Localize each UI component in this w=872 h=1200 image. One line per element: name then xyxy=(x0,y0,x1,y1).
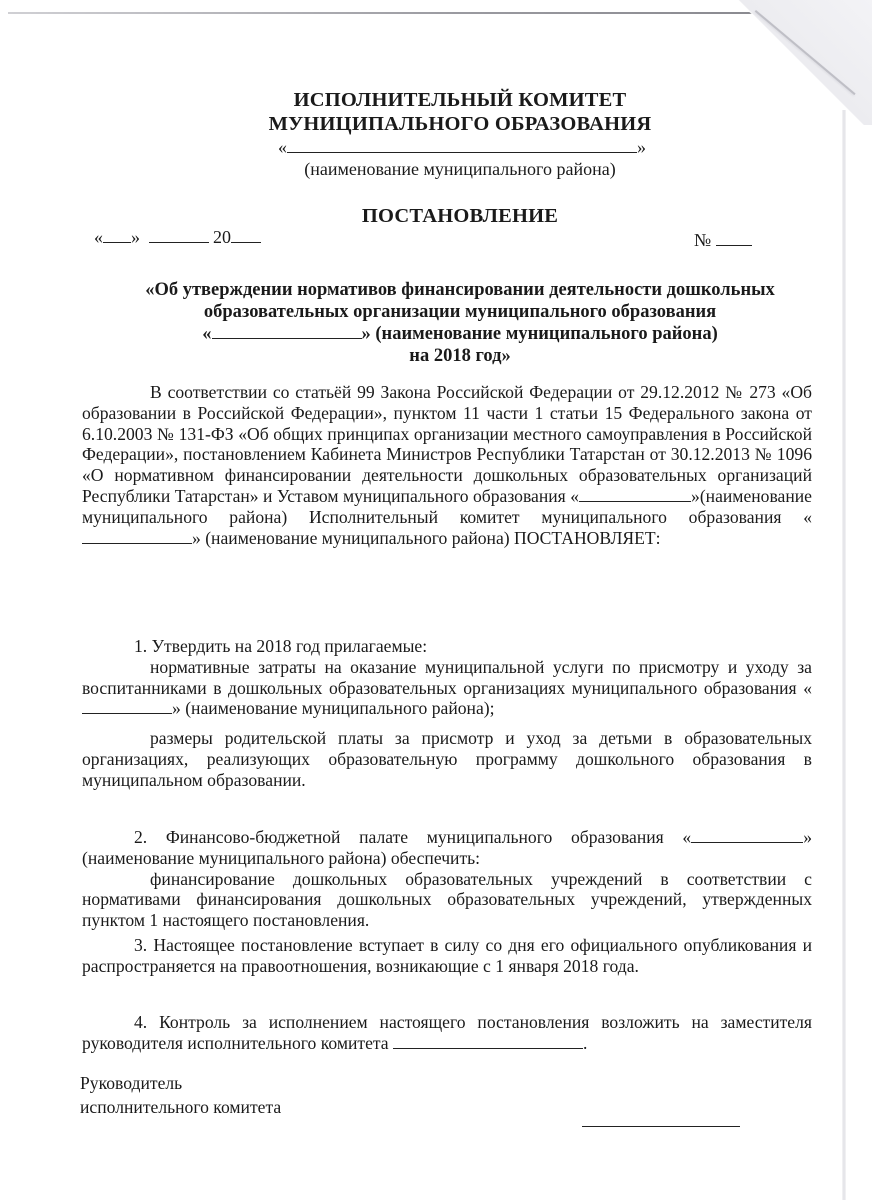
signature-title-line-2: исполнительного комитета xyxy=(80,1097,282,1117)
item-2-text-end: » (наименование муниципального района) обеспечить: xyxy=(82,827,812,868)
item-2-heading xyxy=(82,827,812,869)
title-line-3-text: » (наименование муниципального района) xyxy=(361,324,718,344)
item-1-sub-1 xyxy=(82,657,812,719)
doc-type-title: ПОСТАНОВЛЕНИЕ xyxy=(361,205,559,227)
preamble-text-3: » (наименование муниципального района) ПОСТАНОВЛЯЕТ: xyxy=(192,527,661,548)
quote-open: « xyxy=(278,137,287,157)
item-4-text-body: 4. Контроль за исполнением настоящего постановления возложить на заместителя руководителя исполнительного комитета xyxy=(82,1012,812,1053)
deputy-name-blank xyxy=(393,1034,583,1049)
item-1-sub-1-text-end: » (наименование муниципального района); xyxy=(172,698,495,719)
item-1-blank xyxy=(82,699,172,714)
quote-open: « xyxy=(94,227,103,247)
preamble-blank-2 xyxy=(82,529,192,544)
item-2-text: 2. Финансово-бюджетной палате муниципального образования « xyxy=(134,827,692,847)
signature-blank xyxy=(582,1126,740,1127)
item-1-heading: 1. Утвердить на 2018 год прилагаемые: xyxy=(134,636,428,656)
item-2-sub-1: финансирование дошкольных образовательных учреждений в соответствии с нормативами финансирования дошкольных образовательных учреждений, утвержденных пунктом 1 настоящего постановления. xyxy=(82,868,812,931)
preamble-paragraph xyxy=(82,382,812,548)
item-4-text xyxy=(82,1012,812,1054)
month-blank xyxy=(149,228,209,243)
scan-edge-right xyxy=(842,110,846,1200)
preamble-text-1: В соответствии со статьёй 99 Закона Российской Федерации от 29.12.2012 № 273 «Об образовании в Российской Федерации», пунктом 11 части 1 статьи 15 Федерального закона от 6.10.2003 № 131-ФЗ «Об общих принципах организации местного самоуправления в Российской Федерации», постановлением Кабинета Министров Республики Татарстан от 30.12.2013 № 1096 «О нормативном финансировании деятельности дошкольных образовательных организаций Республики Татарстан» и Уставом муниципального образования « xyxy=(82,382,812,506)
header-caption: (наименование муниципального района) xyxy=(304,159,616,179)
title-line-2: образовательных организации муниципального образования xyxy=(203,302,717,322)
item-1 xyxy=(82,636,812,791)
quote-close: » xyxy=(131,227,140,247)
scan-edge-top xyxy=(8,12,758,14)
item-1-sub-2: размеры родительской платы за присмотр и уход за детьми в образовательных организациях, реализующих образовательную программу дошкольного образования в муниципальном образовании. xyxy=(82,728,812,790)
quote-close: » xyxy=(637,137,646,157)
item-2-blank xyxy=(691,828,803,843)
item-1-sub-1-text: нормативные затраты на оказание муниципальной услуги по присмотру и уходу за воспитанниками в дошкольных образовательных организациях муниципального образования « xyxy=(82,656,812,698)
item-3 xyxy=(82,935,812,977)
quote-open: « xyxy=(202,324,212,344)
day-blank xyxy=(103,228,131,243)
item-3-text: 3. Настоящее постановление вступает в силу со дня его официального опубликования и распространяется на правоотношения, возникающие с 1 января 2018 года. xyxy=(82,935,812,976)
number-label: № xyxy=(694,230,712,250)
year-blank xyxy=(231,228,261,243)
item-4-period: . xyxy=(583,1032,588,1053)
preamble-blank-1 xyxy=(579,487,691,502)
item-2 xyxy=(82,827,812,931)
title-line-1: «Об утверждении нормативов финансировании деятельности дошкольных xyxy=(145,280,775,300)
title-line-3 xyxy=(40,323,872,345)
header-line-1: ИСПОЛНИТЕЛЬНЫЙ КОМИТЕТ xyxy=(293,89,627,111)
header-municipality-field xyxy=(278,136,648,158)
municipality-blank xyxy=(287,138,637,153)
date-field xyxy=(94,226,261,248)
header-line-2: МУНИЦИПАЛЬНОГО ОБРАЗОВАНИЯ xyxy=(268,113,652,135)
preamble-text-2: »(наименование муниципального района) Исполнительный комитет муниципального образования « xyxy=(82,485,812,527)
number-blank xyxy=(716,231,752,246)
signature-title-line-1: Руководитель xyxy=(80,1073,183,1093)
item-4 xyxy=(82,1012,812,1054)
number-field xyxy=(694,229,752,251)
title-line-4: на 2018 год» xyxy=(409,346,511,366)
title-municipality-blank xyxy=(212,324,362,339)
year-prefix: 20 xyxy=(213,227,231,247)
